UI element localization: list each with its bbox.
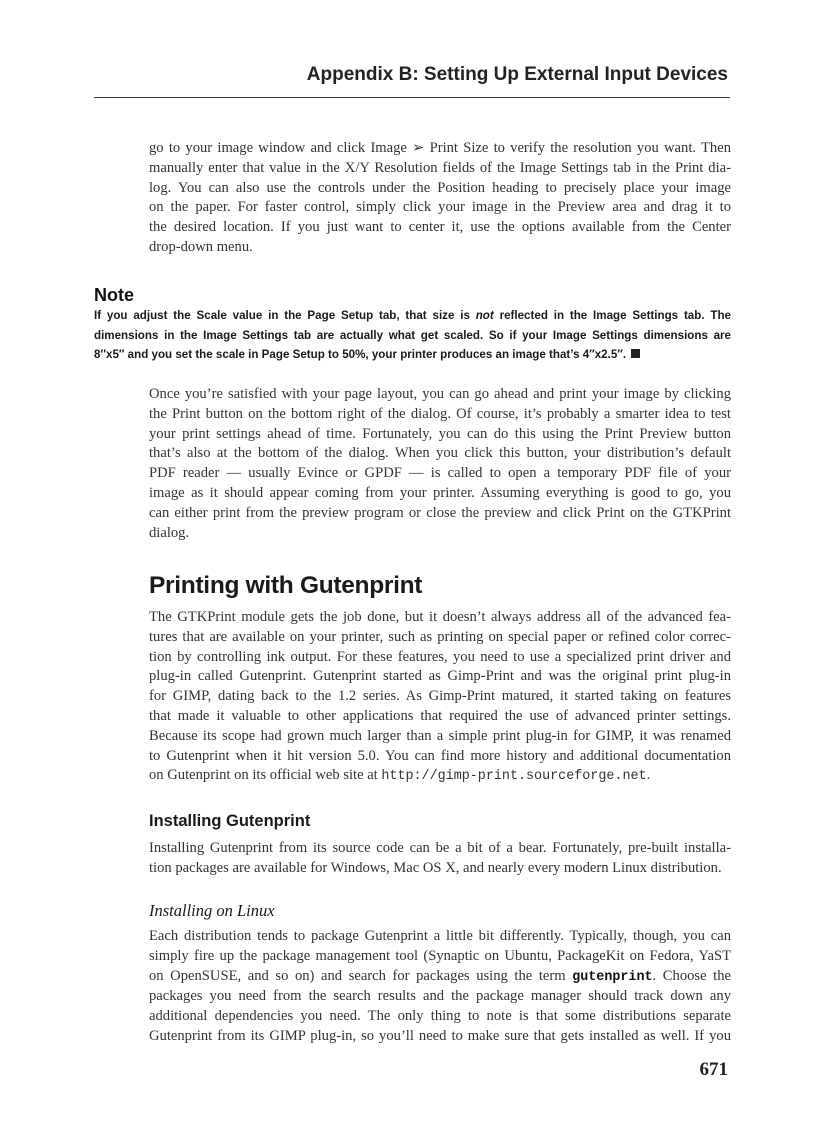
text-run: . bbox=[646, 767, 651, 784]
end-of-note-square-icon bbox=[631, 349, 640, 358]
section-heading: Printing with Gutenprint bbox=[149, 572, 423, 599]
note-emphasis: not bbox=[475, 309, 494, 322]
text-line: manually enter that value in the X/Y Resolution fields of the Image Settings tab in the Print dia- bbox=[149, 159, 731, 176]
text-line: on the paper. For faster control, simply click your image in the Preview area and drag it to bbox=[149, 199, 731, 216]
text-line: log. You can also use the controls under the Position heading to precisely place your image bbox=[149, 179, 731, 196]
text-line: the Print button on the bottom right of the dialog. Of course, it’s probably a smarter idea to test bbox=[149, 405, 731, 422]
paragraph-gutenprint-intro bbox=[149, 608, 731, 787]
text-line: Each distribution tends to package Gutenprint a little bit differently. Typically, though, you can bbox=[149, 928, 731, 944]
text-line: go to your image window and click Image ➢ Print Size to verify the resolution you want. Then bbox=[149, 140, 731, 156]
text-line: PDF reader — usually Evince or GPDF — is called to open a temporary PDF file of your bbox=[149, 465, 731, 482]
text-line: tures that are available on your printer, such as printing on special paper or refined color correc- bbox=[149, 628, 731, 645]
note-line bbox=[94, 306, 731, 326]
text-line: the desired location. If you just want to center it, use the options available from the Center bbox=[149, 219, 731, 236]
text-line: Installing Gutenprint from its source code can be a bit of a bear. Fortunately, pre-built installa- bbox=[149, 840, 731, 856]
paragraph-print-preview bbox=[149, 385, 731, 543]
sub-subsection-heading: Installing on Linux bbox=[149, 901, 275, 920]
text-line: your print settings ahead of time. Fortunately, you can do this using the Print Preview button bbox=[149, 425, 731, 442]
note-body bbox=[94, 306, 731, 365]
text-line: tion packages are available for Windows, Mac OS X, and nearly every modern Linux distribution. bbox=[149, 859, 722, 876]
text-line: simply fire up the package management tool (Synaptic on Ubuntu, PackageKit on Fedora, YaST bbox=[149, 947, 731, 964]
text-line: drop-down menu. bbox=[149, 238, 253, 255]
note-label: Note bbox=[94, 285, 134, 305]
header-rule bbox=[94, 97, 730, 98]
note-text: 8″x5″ and you set the scale in Page Setup to 50%, your printer produces an image that’s 4″x2.5″. bbox=[94, 348, 627, 361]
text-run: on Gutenprint on its official web site at bbox=[149, 767, 382, 784]
gutenprint-url-link[interactable]: http://gimp-print.sourceforge.net bbox=[381, 769, 647, 785]
text-line: The GTKPrint module gets the job done, but it doesn’t always address all of the advanced fea- bbox=[149, 609, 731, 625]
text-line: to Gutenprint when it hit version 5.0. You can find more history and additional documentation bbox=[149, 747, 731, 764]
note-line: dimensions in the Image Settings tab are actually what get scaled. So if your Image Settings dimensions are bbox=[94, 328, 731, 342]
text-line: packages you need from the search results and the package manager should track down any bbox=[149, 988, 731, 1005]
text-line: for GIMP, dating back to the 1.2 series. As Gimp-Print matured, it started taking on features bbox=[149, 688, 731, 705]
text-line: that’s also at the bottom of the dialog. When you click this button, your distribution’s default bbox=[149, 445, 731, 462]
note-text: reflected in the Image Settings tab. The bbox=[493, 309, 731, 322]
note-text: If you adjust the Scale value in the Page Setup tab, that size is bbox=[94, 309, 476, 322]
text-line: additional dependencies you need. The only thing to note is that some distributions separate bbox=[149, 1008, 731, 1025]
text-line: that made it valuable to other applications that required the use of advanced printer settings. bbox=[149, 707, 731, 724]
text-line: tion by controlling ink output. For these features, you need to use a specialized print driver and bbox=[149, 648, 731, 665]
text-line: Gutenprint from its GIMP plug-in, so you’ll need to make sure that gets installed as well. If you bbox=[149, 1027, 731, 1044]
text-line: dialog. bbox=[149, 524, 190, 541]
search-term-code: gutenprint bbox=[572, 969, 653, 985]
text-line: Once you’re satisfied with your page layout, you can go ahead and print your image by clicking bbox=[149, 386, 731, 402]
running-head: Appendix B: Setting Up External Input Devices bbox=[306, 64, 728, 85]
text-line bbox=[149, 766, 731, 787]
paragraph-installing-linux bbox=[149, 927, 731, 1047]
text-run: . Choose the bbox=[652, 967, 731, 984]
text-line bbox=[149, 967, 731, 988]
page-number: 671 bbox=[699, 1059, 728, 1080]
subsection-heading: Installing Gutenprint bbox=[149, 812, 311, 830]
paragraph-print-size bbox=[149, 139, 731, 258]
text-line: image as it should appear coming from your printer. Assuming everything is good to go, you bbox=[149, 484, 731, 501]
paragraph-installing bbox=[149, 839, 731, 879]
text-line: Because its scope had grown much larger than a simple print plug-in for GIMP, it was renamed bbox=[149, 727, 731, 744]
text-line: can either print from the preview program or close the preview and click Print on the GTKPrint bbox=[149, 504, 731, 521]
note-line bbox=[94, 345, 731, 365]
text-line: plug-in called Gutenprint. Gutenprint started as Gimp-Print and was the original print plug-in bbox=[149, 668, 731, 685]
text-run: on OpenSUSE, and so on) and search for packages using the term bbox=[149, 967, 573, 984]
